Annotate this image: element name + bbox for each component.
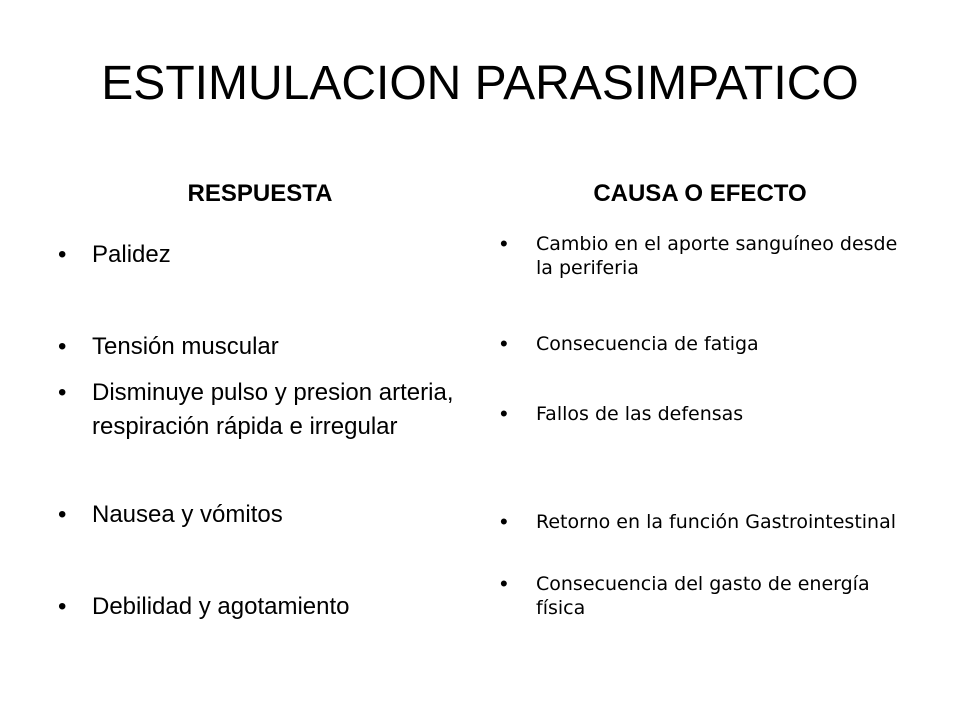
slide-title: ESTIMULACION PARASIMPATICO [101,57,859,110]
list-item [58,590,350,624]
list-item [500,572,900,620]
list-item [500,232,900,280]
list-item-text: Tensión muscular [92,333,279,360]
bullet-icon: • [58,241,67,268]
list-item-text: Palidez [92,241,171,268]
list-item-text: Fallos de las defensas [536,403,744,425]
list-item-text: Disminuye pulso y presion arteria, respiración rápida e irregular [92,379,454,440]
bullet-icon: • [58,333,67,360]
bullet-icon: • [500,509,508,534]
list-item [58,238,171,272]
bullet-icon: • [58,501,67,528]
bullet-icon: • [58,593,67,620]
list-item [58,330,279,364]
bullet-icon: • [58,379,67,406]
bullet-icon: • [500,331,508,356]
list-item [58,498,283,532]
list-item [500,402,743,426]
list-item-text: Debilidad y agotamiento [92,593,350,620]
bullet-icon: • [500,571,508,596]
list-item [58,376,468,444]
list-item-text: Nausea y vómitos [92,501,283,528]
list-item-text: Consecuencia del gasto de energía física [536,573,870,619]
list-item [500,510,896,534]
list-item-text: Consecuencia de fatiga [536,333,759,355]
respuesta-header: RESPUESTA [187,180,333,207]
bullet-icon: • [500,231,508,256]
list-item-text: Retorno en la función Gastrointestinal [536,511,897,533]
list-item [500,332,759,356]
list-item-text: Cambio en el aporte sanguíneo desde la periferia [536,233,898,279]
causa-efecto-header: CAUSA O EFECTO [593,180,807,207]
bullet-icon: • [500,401,508,426]
